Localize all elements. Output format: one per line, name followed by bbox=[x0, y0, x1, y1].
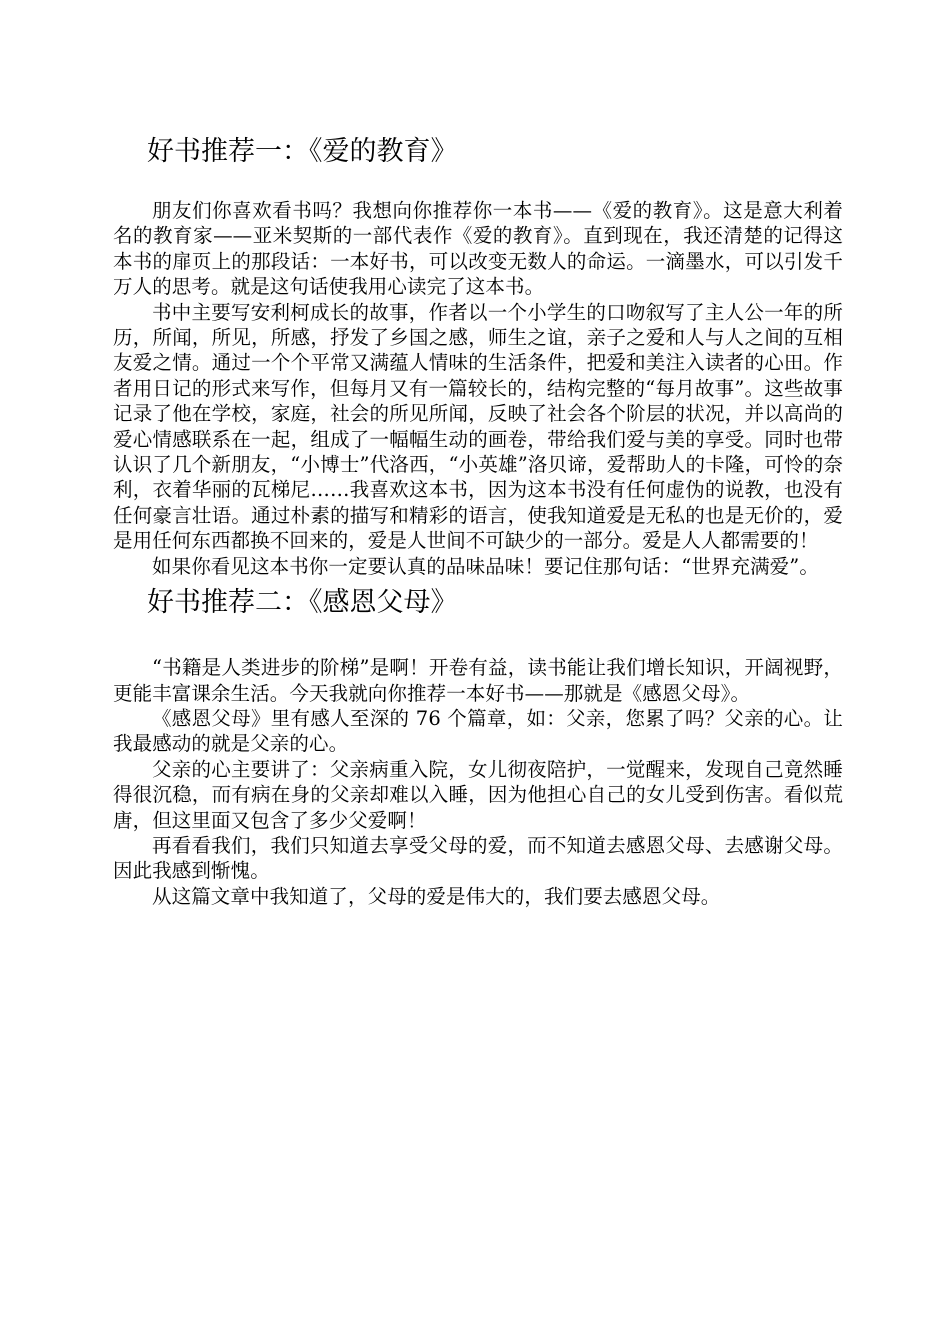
section-2-paragraph-4: 再看看我们，我们只知道去享受父母的爱，而不知道去感恩父母、去感谢父母。因此我感到惭愧。 bbox=[113, 833, 843, 883]
section-1-paragraph-1: 朋友们你喜欢看书吗？我想向你推荐你一本书——《爱的教育》。这是意大利着名的教育家——亚米契斯的一部代表作《爱的教育》。直到现在，我还清楚的记得这本书的扉页上的那段话：一本好书，可以改变无数人的命运。一滴墨水，可以引发千万人的思考。就是这句话使我用心读完了这本书。 bbox=[113, 199, 843, 299]
section-2-paragraph-1: “书籍是人类进步的阶梯”是啊！开卷有益，读书能让我们增长知识，开阔视野，更能丰富课余生活。今天我就向你推荐一本好书——那就是《感恩父母》。 bbox=[113, 656, 843, 705]
document-body bbox=[113, 120, 843, 909]
section-1-paragraph-2: 书中主要写安利柯成长的故事，作者以一个小学生的口吻叙写了主人公一年的所历，所闻，所见，所感，抒发了乡国之感，师生之谊，亲子之爱和人与人之间的互相友爱之情。通过一个个平常又满蕴人情味的生活条件，把爱和美注入读者的心田。作者用日记的形式来写作，但每月又有一篇较长的，结构完整的“每月故事”。这些故事记录了他在学校，家庭，社会的所见所闻，反映了社会各个阶层的状况，并以高尚的爱心情感联系在一起，组成了一幅幅生动的画卷，带给我们爱与美的享受。同时也带认识了几个新朋友，“小博士”代洛西，“小英雄”洛贝谛，爱帮助人的卡隆，可怜的奈利，衣着华丽的瓦梯尼……我喜欢这本书，因为这本书没有任何虚伪的说教，也没有任何豪言壮语。通过朴素的描写和精彩的语言，使我知道爱是无私的也是无价的，爱是用任何东西都换不回来的，爱是人世间不可缺少的一部分。爱是人人都需要的！ bbox=[113, 300, 843, 553]
section-2-paragraph-5: 从这篇文章中我知道了，父母的爱是伟大的，我们要去感恩父母。 bbox=[152, 884, 721, 908]
section-2-heading: 好书推荐二：《感恩父母》 bbox=[147, 587, 458, 619]
section-2-paragraph-2: 《感恩父母》里有感人至深的 76 个篇章，如：父亲，您累了吗？父亲的心。让我最感动的就是父亲的心。 bbox=[113, 706, 843, 756]
section-2-paragraph-3: 父亲的心主要讲了：父亲病重入院，女儿彻夜陪护，一觉醒来，发现自己竟然睡得很沉稳，而有病在身的父亲却难以入睡，因为他担心自己的女儿受到伤害。看似荒唐，但这里面又包含了多少父爱啊！ bbox=[113, 757, 843, 832]
section-1-heading: 好书推荐一：《爱的教育》 bbox=[147, 136, 458, 167]
section-1-paragraph-3: 如果你看见这本书你一定要认真的品味品味！要记住那句话：“世界充满爱”。 bbox=[152, 554, 819, 578]
